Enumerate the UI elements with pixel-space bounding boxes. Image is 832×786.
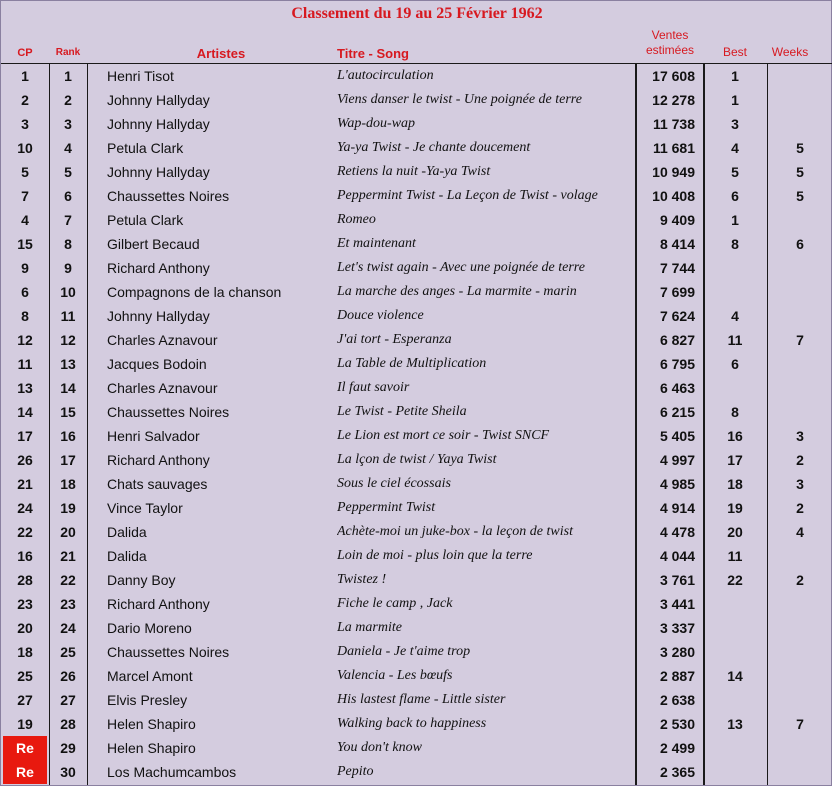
cell-title: La marche des anges - La marmite - marin [337, 284, 577, 299]
cell-artist: Johnny Hallyday [107, 116, 210, 132]
table-row [1, 232, 832, 256]
cell-weeks [771, 280, 829, 304]
cell-sales: 11 681 [652, 140, 695, 156]
cell-title: La marmite [337, 620, 402, 635]
cell-artist: Richard Anthony [107, 260, 210, 276]
cell-sales: 2 365 [659, 764, 695, 780]
cell-sales: 2 530 [659, 716, 695, 732]
cell-weeks [771, 760, 829, 784]
cell-cp: 11 [17, 356, 33, 372]
cell-weeks: 3 [796, 476, 804, 492]
table-row [1, 112, 832, 136]
cell-rank: 8 [64, 236, 72, 252]
cell-title: Peppermint Twist - La Leçon de Twist - volage [337, 188, 598, 203]
cell-title: Peppermint Twist [337, 500, 436, 515]
cell-artist: Charles Aznavour [107, 332, 218, 348]
cell-rank: 3 [64, 116, 72, 132]
table-row [1, 712, 832, 736]
cell-rank: 18 [60, 476, 76, 492]
cell-rank: 15 [60, 404, 76, 420]
header-best: Best [722, 45, 747, 59]
cell-rank: 5 [64, 164, 72, 180]
column-divider [703, 64, 705, 785]
cell-best [707, 760, 763, 784]
table-row [1, 568, 832, 592]
cell-sales: 17 608 [652, 68, 695, 84]
cell-weeks [771, 88, 829, 112]
cell-best: 11 [727, 332, 743, 348]
cell-artist: Gilbert Becaud [107, 236, 200, 252]
cell-best: 22 [727, 572, 743, 588]
cell-cp: 7 [21, 188, 29, 204]
cell-best: 1 [731, 212, 739, 228]
cell-weeks: 2 [796, 452, 804, 468]
cell-best: 16 [727, 428, 743, 444]
cell-rank: 2 [64, 92, 72, 108]
cell-artist: Chats sauvages [107, 476, 208, 492]
table-row [1, 400, 832, 424]
cell-best: 1 [731, 92, 739, 108]
cell-rank: 12 [60, 332, 76, 348]
cell-weeks: 2 [796, 572, 804, 588]
cell-title: Fiche le camp , Jack [337, 596, 453, 611]
cell-rank: 16 [60, 428, 76, 444]
cell-title: Romeo [337, 212, 376, 227]
cell-cp: 22 [17, 524, 33, 540]
cell-sales: 8 414 [659, 236, 695, 252]
cell-artist: Henri Salvador [107, 428, 200, 444]
cell-rank: 20 [60, 524, 76, 540]
header-sales-line1: Ventes [651, 28, 689, 42]
cell-sales: 5 405 [659, 428, 695, 444]
cell-artist: Helen Shapiro [107, 740, 196, 756]
cell-title: Twistez ! [337, 572, 387, 587]
cell-rank: 22 [60, 572, 76, 588]
cell-rank: 17 [60, 452, 76, 468]
cell-cp: 6 [21, 284, 29, 300]
cell-rank: 26 [60, 668, 76, 684]
cell-sales: 9 409 [659, 212, 695, 228]
cell-sales: 10 949 [652, 164, 695, 180]
cell-sales: 6 215 [659, 404, 695, 420]
cell-title: Viens danser le twist - Une poignée de terre [337, 92, 582, 107]
cell-best: 18 [727, 476, 743, 492]
cell-artist: Chaussettes Noires [107, 644, 230, 660]
ranking-table-body [1, 64, 832, 784]
header-cp: CP [17, 47, 33, 59]
cell-cp: 15 [17, 236, 33, 252]
cell-best: 4 [731, 308, 739, 324]
table-row [1, 160, 832, 184]
cell-sales: 2 499 [659, 740, 695, 756]
cell-best: 4 [731, 140, 739, 156]
cell-cp: 20 [17, 620, 33, 636]
cell-title: Daniela - Je t'aime trop [337, 644, 471, 659]
cell-artist: Compagnons de la chanson [107, 284, 282, 300]
cell-artist: Johnny Hallyday [107, 308, 210, 324]
cell-sales: 7 744 [659, 260, 695, 276]
table-row [1, 208, 832, 232]
cell-best: 11 [727, 548, 743, 564]
cell-cp: 12 [17, 332, 33, 348]
cell-rank: 9 [64, 260, 72, 276]
table-row [1, 184, 832, 208]
table-row [1, 520, 832, 544]
cell-title: His lastest flame - Little sister [337, 692, 506, 707]
cell-artist: Dario Moreno [107, 620, 192, 636]
cell-best [707, 688, 763, 712]
cell-best [707, 592, 763, 616]
cell-rank: 7 [64, 212, 72, 228]
cell-sales: 2 638 [659, 692, 695, 708]
cell-cp: 27 [17, 692, 33, 708]
cell-title: Achète-moi un juke-box - la leçon de twist [337, 524, 573, 539]
table-row [1, 328, 832, 352]
cell-title: Let's twist again - Avec une poignée de terre [337, 260, 585, 275]
cell-rank: 10 [60, 284, 76, 300]
cell-sales: 3 761 [659, 572, 695, 588]
cell-best: 6 [731, 188, 739, 204]
header-sales-line2: estimées [645, 43, 695, 57]
cell-cp: 26 [17, 452, 33, 468]
cell-sales: 10 408 [652, 188, 695, 204]
cell-cp: 28 [17, 572, 33, 588]
cell-title: Wap-dou-wap [337, 116, 416, 131]
cell-rank: 4 [64, 140, 72, 156]
cell-title: Pepito [337, 764, 374, 779]
cell-title: Le Twist - Petite Sheila [337, 404, 467, 419]
cell-artist: Henri Tisot [107, 68, 174, 84]
table-row [1, 88, 832, 112]
cell-weeks: 4 [796, 524, 804, 540]
table-row [1, 136, 832, 160]
cell-weeks: 2 [796, 500, 804, 516]
cell-best [707, 376, 763, 400]
cell-title: Douce violence [337, 308, 424, 323]
cell-rank: 24 [60, 620, 76, 636]
cell-artist: Johnny Hallyday [107, 92, 210, 108]
cell-weeks [771, 208, 829, 232]
cell-title: Loin de moi - plus loin que la terre [337, 548, 533, 563]
cell-best [707, 640, 763, 664]
table-row [1, 448, 832, 472]
table-row [1, 760, 832, 784]
cell-best [707, 616, 763, 640]
cell-artist: Richard Anthony [107, 596, 210, 612]
table-row [1, 424, 832, 448]
cell-weeks [771, 352, 829, 376]
cell-sales: 4 985 [659, 476, 695, 492]
cell-artist: Dalida [107, 548, 147, 564]
cell-cp: 9 [21, 260, 29, 276]
cell-rank: 11 [60, 308, 76, 324]
cell-title: Le Lion est mort ce soir - Twist SNCF [337, 428, 550, 443]
cell-sales: 7 624 [659, 308, 695, 324]
cell-weeks: 3 [796, 428, 804, 444]
cell-title: Sous le ciel écossais [337, 476, 451, 491]
cell-title: Ya-ya Twist - Je chante doucement [337, 140, 531, 155]
cell-cp: 13 [17, 380, 33, 396]
cell-sales: 4 914 [659, 500, 695, 516]
cell-best: 20 [727, 524, 743, 540]
cell-weeks [771, 64, 829, 88]
cell-rank: 21 [60, 548, 76, 564]
cell-cp: 14 [17, 404, 33, 420]
cell-weeks [771, 664, 829, 688]
cell-cp: 8 [21, 308, 29, 324]
cell-cp: 4 [21, 212, 29, 228]
cell-sales: 6 795 [659, 356, 695, 372]
cell-cp: 10 [17, 140, 33, 156]
re-entry-badge: Re [3, 736, 47, 760]
cell-sales: 3 280 [659, 644, 695, 660]
cell-title: La Table de Multiplication [337, 356, 487, 371]
cell-cp: 2 [21, 92, 29, 108]
cell-weeks [771, 640, 829, 664]
cell-rank: 29 [60, 740, 76, 756]
cell-weeks [771, 400, 829, 424]
cell-weeks [771, 544, 829, 568]
cell-sales: 4 044 [659, 548, 695, 564]
cell-weeks: 5 [796, 140, 804, 156]
cell-rank: 28 [60, 716, 76, 732]
header-artist: Artistes [196, 46, 246, 61]
cell-title: L'autocirculation [337, 68, 434, 83]
cell-weeks: 7 [796, 332, 804, 348]
cell-best: 1 [731, 68, 739, 84]
cell-best: 6 [731, 356, 739, 372]
cell-cp: 21 [17, 476, 33, 492]
cell-cp: 3 [21, 116, 29, 132]
cell-best: 3 [731, 116, 739, 132]
cell-title: Il faut savoir [337, 380, 410, 395]
cell-cp: 25 [17, 668, 33, 684]
cell-sales: 7 699 [659, 284, 695, 300]
header-title: Titre - Song [337, 46, 409, 61]
table-row [1, 304, 832, 328]
cell-cp: 19 [17, 716, 33, 732]
table-row [1, 256, 832, 280]
cell-weeks [771, 112, 829, 136]
column-divider [49, 64, 50, 785]
table-row [1, 64, 832, 88]
cell-weeks: 5 [796, 164, 804, 180]
cell-best [707, 280, 763, 304]
cell-best: 5 [731, 164, 739, 180]
column-divider [767, 64, 768, 785]
cell-best: 14 [727, 668, 743, 684]
table-row [1, 352, 832, 376]
cell-title: Valencia - Les bœufs [337, 668, 453, 683]
cell-best [707, 256, 763, 280]
table-row [1, 496, 832, 520]
cell-artist: Petula Clark [107, 140, 184, 156]
cell-title: Walking back to happiness [337, 716, 487, 731]
cell-artist: Dalida [107, 524, 147, 540]
table-row [1, 664, 832, 688]
cell-title: Et maintenant [337, 236, 416, 251]
cell-sales: 4 478 [659, 524, 695, 540]
table-row [1, 544, 832, 568]
cell-rank: 27 [60, 692, 76, 708]
cell-sales: 2 887 [659, 668, 695, 684]
cell-best: 13 [727, 716, 743, 732]
cell-rank: 6 [64, 188, 72, 204]
cell-rank: 1 [64, 68, 72, 84]
cell-cp: 5 [21, 164, 29, 180]
cell-weeks [771, 616, 829, 640]
cell-artist: Danny Boy [107, 572, 176, 588]
header-rank: Rank [55, 47, 81, 58]
cell-weeks [771, 592, 829, 616]
cell-artist: Richard Anthony [107, 452, 210, 468]
cell-cp: 1 [21, 68, 29, 84]
column-divider [87, 64, 88, 785]
cell-sales: 6 463 [659, 380, 695, 396]
table-row [1, 640, 832, 664]
cell-cp: 18 [17, 644, 33, 660]
cell-sales: 11 738 [652, 116, 695, 132]
table-row [1, 376, 832, 400]
cell-weeks: 7 [796, 716, 804, 732]
cell-weeks [771, 304, 829, 328]
cell-rank: 25 [60, 644, 76, 660]
cell-weeks: 5 [796, 188, 804, 204]
cell-best: 8 [731, 404, 739, 420]
table-row [1, 472, 832, 496]
cell-title: La lçon de twist / Yaya Twist [337, 452, 497, 467]
cell-cp: 24 [17, 500, 33, 516]
table-row [1, 616, 832, 640]
cell-artist: Los Machumcambos [107, 764, 237, 780]
cell-sales: 3 441 [659, 596, 695, 612]
cell-weeks: 6 [796, 236, 804, 252]
cell-sales: 3 337 [659, 620, 695, 636]
cell-rank: 23 [60, 596, 76, 612]
cell-cp: 17 [17, 428, 33, 444]
cell-artist: Jacques Bodoin [107, 356, 207, 372]
chart-title: Classement du 19 au 25 Février 1962 [291, 5, 543, 22]
cell-weeks [771, 688, 829, 712]
table-row [1, 736, 832, 760]
cell-artist: Petula Clark [107, 212, 184, 228]
cell-sales: 6 827 [659, 332, 695, 348]
header-weeks: Weeks [771, 45, 809, 59]
cell-weeks [771, 736, 829, 760]
cell-best: 17 [727, 452, 743, 468]
column-divider [635, 64, 637, 785]
re-entry-badge: Re [3, 760, 47, 784]
table-row [1, 592, 832, 616]
cell-artist: Chaussettes Noires [107, 188, 230, 204]
cell-title: You don't know [337, 740, 422, 755]
cell-artist: Johnny Hallyday [107, 164, 210, 180]
cell-rank: 30 [60, 764, 76, 780]
cell-artist: Helen Shapiro [107, 716, 196, 732]
cell-artist: Marcel Amont [107, 668, 193, 684]
cell-cp: 16 [17, 548, 33, 564]
cell-rank: 13 [60, 356, 76, 372]
cell-title: J'ai tort - Esperanza [337, 332, 452, 347]
cell-best: 19 [727, 500, 743, 516]
cell-rank: 19 [60, 500, 76, 516]
cell-title: Retiens la nuit -Ya-ya Twist [337, 164, 491, 179]
cell-weeks [771, 376, 829, 400]
table-row [1, 688, 832, 712]
cell-artist: Vince Taylor [107, 500, 183, 516]
cell-artist: Elvis Presley [107, 692, 188, 708]
cell-weeks [771, 256, 829, 280]
cell-cp: 23 [17, 596, 33, 612]
cell-artist: Charles Aznavour [107, 380, 218, 396]
cell-best: 8 [731, 236, 739, 252]
cell-artist: Chaussettes Noires [107, 404, 230, 420]
cell-sales: 4 997 [659, 452, 695, 468]
cell-best [707, 736, 763, 760]
table-row [1, 280, 832, 304]
cell-sales: 12 278 [652, 92, 695, 108]
cell-rank: 14 [60, 380, 76, 396]
